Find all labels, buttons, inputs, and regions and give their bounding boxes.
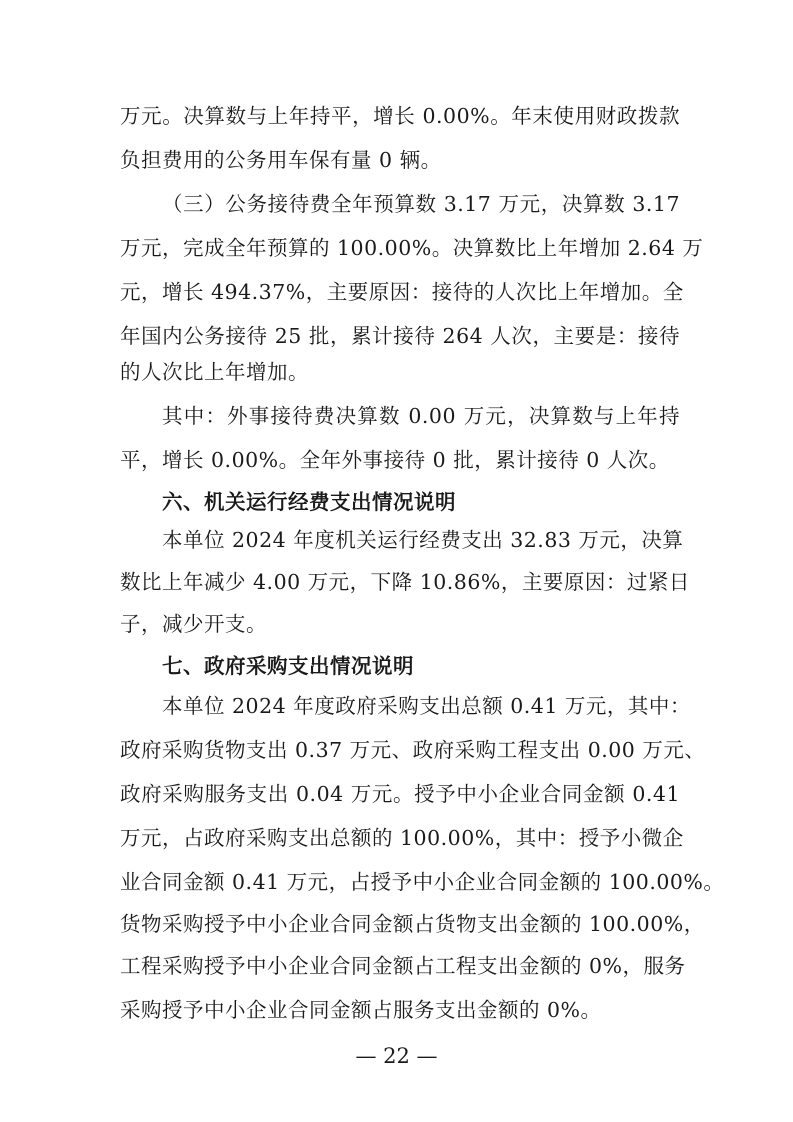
text-line: 业合同金额 0.41 万元，占授予中小企业合同金额的 100.00%。 — [120, 870, 725, 894]
text-line: 平，增长 0.00%。全年外事接待 0 批，累计接待 0 人次。 — [120, 448, 670, 472]
section-heading: 七、政府采购支出情况说明 — [162, 654, 414, 678]
text-line: 政府采购货物支出 0.37 万元、政府采购工程支出 0.00 万元、 — [120, 738, 706, 762]
text-line: 万元。决算数与上年持平，增长 0.00%。年末使用财政拨款 — [120, 104, 680, 128]
section-heading: 六、机关运行经费支出情况说明 — [162, 490, 456, 514]
text-line: 的人次比上年增加。 — [120, 360, 309, 384]
page-number: — 22 — — [355, 1044, 438, 1068]
text-line: 元，增长 494.37%，主要原因：接待的人次比上年增加。全 — [120, 280, 684, 304]
text-line: 负担费用的公务用车保有量 0 辆。 — [120, 148, 442, 172]
text-line: 子，减少开支。 — [120, 612, 267, 636]
text-line: 其中：外事接待费决算数 0.00 万元，决算数与上年持 — [162, 404, 680, 428]
text-line: 货物采购授予中小企业合同金额占货物支出金额的 100.00%， — [120, 912, 705, 936]
text-line: 工程采购授予中小企业合同金额占工程支出金额的 0%，服务 — [120, 954, 686, 978]
text-line: 数比上年减少 4.00 万元，下降 10.86%，主要原因：过紧日 — [120, 570, 690, 594]
text-line: 万元，占政府采购支出总额的 100.00%，其中：授予小微企 — [120, 826, 684, 850]
text-line: 年国内公务接待 25 批，累计接待 264 人次，主要是：接待 — [120, 324, 680, 348]
text-line: 本单位 2024 年度机关运行经费支出 32.83 万元，决算 — [162, 528, 684, 552]
text-line: 万元，完成全年预算的 100.00%。决算数比上年增加 2.64 万 — [120, 236, 704, 260]
text-line: 本单位 2024 年度政府采购支出总额 0.41 万元，其中： — [162, 694, 691, 718]
text-line: 政府采购服务支出 0.04 万元。授予中小企业合同金额 0.41 — [120, 782, 680, 806]
text-line: 采购授予中小企业合同金额占服务支出金额的 0%。 — [120, 998, 602, 1022]
text-line: （三）公务接待费全年预算数 3.17 万元，决算数 3.17 — [162, 192, 680, 216]
